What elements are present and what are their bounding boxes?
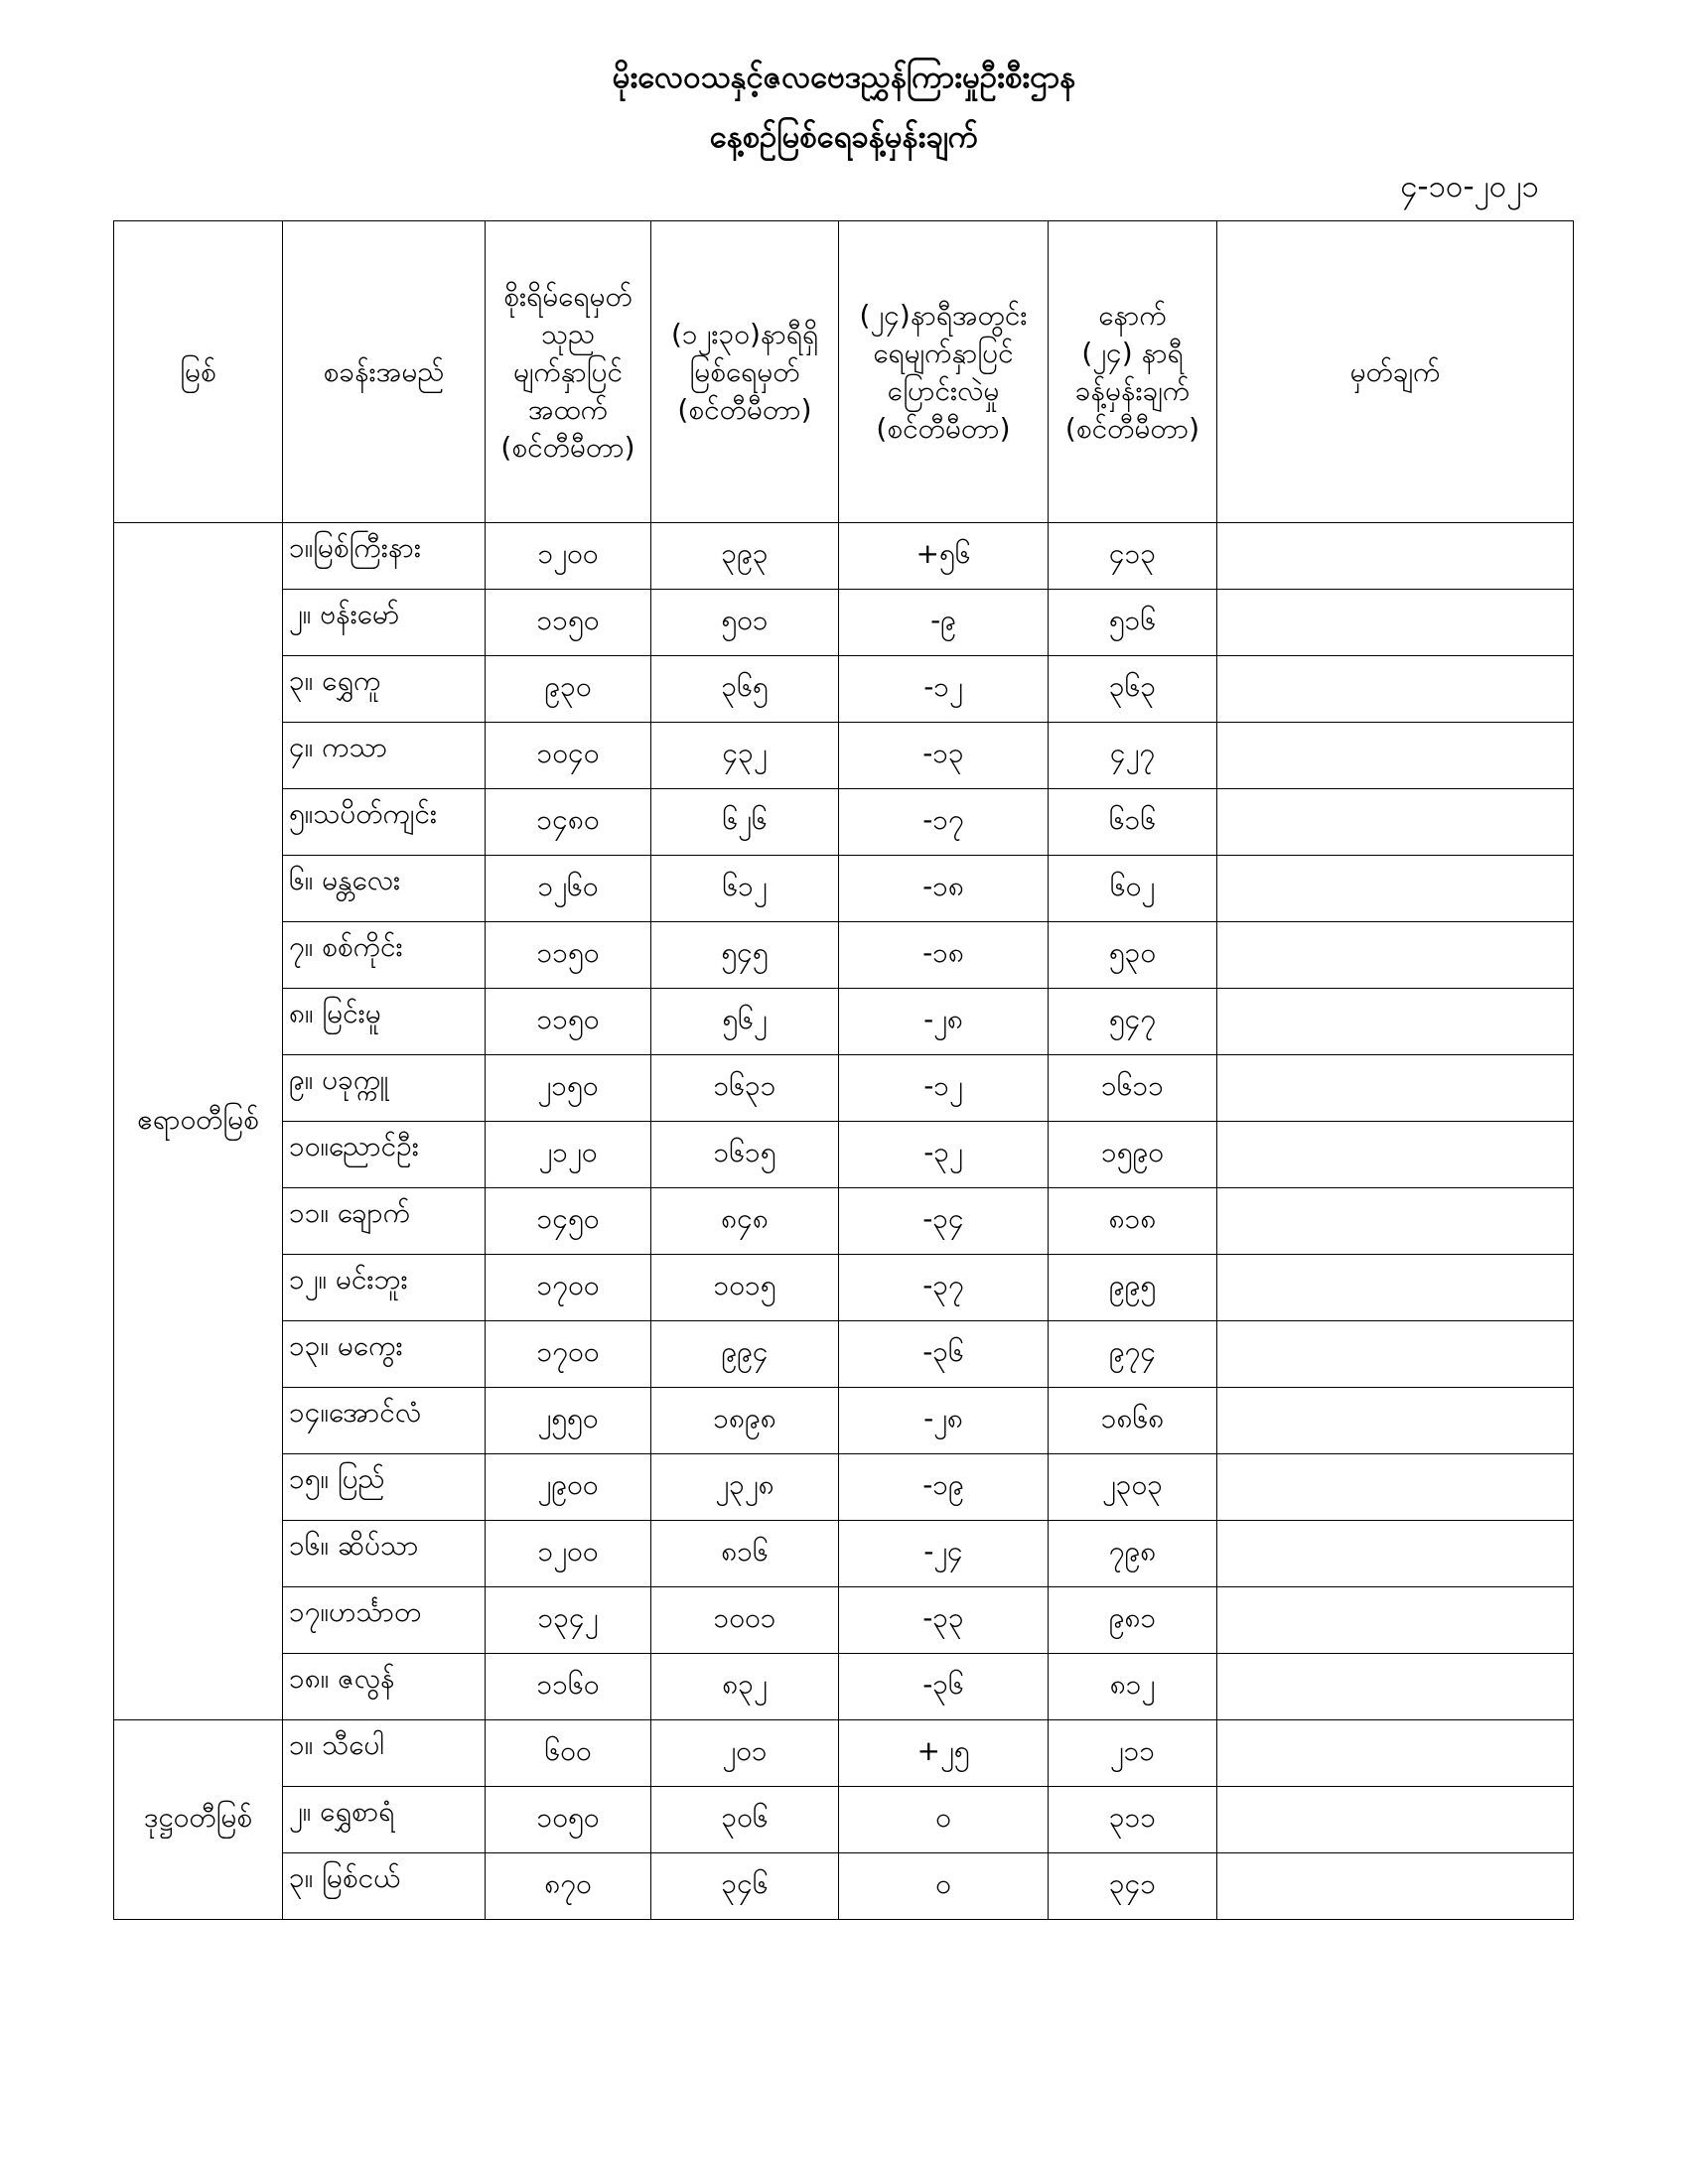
cell-forecast: ၅၃၀ [1049, 922, 1217, 989]
cell-change: -၂၄ [839, 1521, 1049, 1587]
department-title: မိုးလေဝသနှင့်ဇလဗေဒညွှန်ကြားမှုဦးစီးဌာန [612, 60, 1076, 95]
cell-danger: ၁၇၀၀ [486, 1255, 651, 1321]
cell-forecast: ၆၁၆ [1049, 789, 1217, 856]
cell-station: ၃။ ရွှေကူ [283, 656, 486, 723]
header-line: (စင်တီမီတာ) [876, 411, 1011, 445]
header-line: အထက် [527, 392, 609, 426]
col-header-danger-level [486, 221, 651, 523]
header-line: နောက် [1098, 298, 1167, 332]
cell-forecast: ၁၅၉၀ [1049, 1122, 1217, 1188]
cell-forecast: ၉၇၄ [1049, 1321, 1217, 1388]
cell-change: ၀ [839, 1787, 1049, 1853]
table-row [114, 1055, 1574, 1122]
cell-forecast: ၇၉၈ [1049, 1521, 1217, 1587]
cell-level: ၃၉၃ [651, 523, 839, 590]
cell-change: -၁၂ [839, 1055, 1049, 1122]
cell-remark [1217, 523, 1574, 590]
cell-change: +၂၅ [839, 1720, 1049, 1787]
cell-danger: ၁၄၅၀ [486, 1188, 651, 1255]
table-row [114, 590, 1574, 656]
table-row [114, 922, 1574, 989]
header-line: (၂၄)နာရီအတွင်း [859, 298, 1028, 332]
cell-danger: ၁၃၄၂ [486, 1587, 651, 1654]
table-row [114, 1720, 1574, 1787]
cell-change: -၃၇ [839, 1255, 1049, 1321]
table-row [114, 1454, 1574, 1521]
cell-level: ၅၄၅ [651, 922, 839, 989]
cell-danger: ၁၁၅၀ [486, 989, 651, 1055]
cell-change: -၉ [839, 590, 1049, 656]
cell-level: ၈၁၆ [651, 1521, 839, 1587]
col-header-forecast [1049, 221, 1217, 523]
cell-danger: ၈၇၀ [486, 1853, 651, 1920]
cell-change: -၃၆ [839, 1654, 1049, 1720]
cell-remark [1217, 1321, 1574, 1388]
cell-level: ၁၆၃၁ [651, 1055, 839, 1122]
col-header-remark [1217, 221, 1574, 523]
cell-station: ၁၅။ ပြည် [283, 1454, 486, 1521]
cell-level: ၈၃၂ [651, 1654, 839, 1720]
cell-remark [1217, 656, 1574, 723]
col-header-river [114, 221, 283, 523]
header-line: (၂၄) နာရီ [1081, 336, 1184, 369]
river-name: ဧရာဝတီမြစ် [114, 523, 283, 1720]
cell-level: ၃၄၆ [651, 1853, 839, 1920]
cell-level: ၁၈၉၈ [651, 1388, 839, 1454]
header-line: (စင်တီမီတာ) [677, 392, 812, 426]
cell-level: ၃၆၅ [651, 656, 839, 723]
cell-remark [1217, 1055, 1574, 1122]
cell-station: ၁၄။အောင်လံ [283, 1388, 486, 1454]
cell-forecast: ၉၉၅ [1049, 1255, 1217, 1321]
cell-change: -၃၄ [839, 1188, 1049, 1255]
header-line: (၁၂း၃၀)နာရီရှိ [670, 317, 819, 350]
table-row [114, 723, 1574, 789]
cell-level: ၉၉၄ [651, 1321, 839, 1388]
cell-level: ၅၀၁ [651, 590, 839, 656]
cell-change: -၁၈ [839, 856, 1049, 922]
cell-level: ၁၀၀၁ [651, 1587, 839, 1654]
cell-change: -၃၆ [839, 1321, 1049, 1388]
header-row [114, 221, 1574, 523]
cell-forecast: ၄၁၃ [1049, 523, 1217, 590]
cell-danger: ၂၉၀၀ [486, 1454, 651, 1521]
table-row [114, 1521, 1574, 1587]
cell-danger: ၁၂၆၀ [486, 856, 651, 922]
cell-forecast: ၆၀၂ [1049, 856, 1217, 922]
table-body [114, 523, 1574, 1920]
cell-station: ၁၁။ ချောက် [283, 1188, 486, 1255]
cell-level: ၈၄၈ [651, 1188, 839, 1255]
table-row [114, 1787, 1574, 1853]
cell-station: ၉။ ပခုက္ကူ [283, 1055, 486, 1122]
cell-station: ၁။ သီပေါ [283, 1720, 486, 1787]
cell-remark [1217, 590, 1574, 656]
report-date: ၄-၁၀-၂၀၂၁ [1399, 169, 1539, 205]
cell-danger: ၉၃၀ [486, 656, 651, 723]
cell-remark [1217, 989, 1574, 1055]
table-header [114, 221, 1574, 523]
cell-danger: ၁၀၄၀ [486, 723, 651, 789]
cell-forecast: ၅၁၆ [1049, 590, 1217, 656]
cell-remark [1217, 1122, 1574, 1188]
header-line: စိုးရိမ်ရေမှတ် [503, 279, 633, 313]
cell-level: ၆၁၂ [651, 856, 839, 922]
cell-change: +၅၆ [839, 523, 1049, 590]
cell-change: -၂၈ [839, 989, 1049, 1055]
cell-danger: ၁၁၅၀ [486, 922, 651, 989]
cell-danger: ၁၂၀၀ [486, 1521, 651, 1587]
cell-danger: ၆၀၀ [486, 1720, 651, 1787]
cell-remark [1217, 1654, 1574, 1720]
table-row [114, 1853, 1574, 1920]
cell-forecast: ၃၆၃ [1049, 656, 1217, 723]
report-title: နေ့စဉ်မြစ်ရေခန့်မှန်းချက် [709, 119, 979, 155]
cell-danger: ၁၂၀၀ [486, 523, 651, 590]
cell-change: -၃၃ [839, 1587, 1049, 1654]
cell-remark [1217, 723, 1574, 789]
cell-station: ၁၂။ မင်းဘူး [283, 1255, 486, 1321]
cell-forecast: ၁၈၆၈ [1049, 1388, 1217, 1454]
cell-remark [1217, 922, 1574, 989]
header-line: မှတ်ချက် [1349, 354, 1441, 388]
table-row [114, 1188, 1574, 1255]
cell-change: -၁၈ [839, 922, 1049, 989]
header-line: ခန့်မှန်းချက် [1074, 373, 1191, 407]
cell-station: ၆။ မန္တလေး [283, 856, 486, 922]
table-row [114, 1321, 1574, 1388]
header-line: (စင်တီမီတာ) [1064, 411, 1200, 445]
cell-level: ၁၀၁၅ [651, 1255, 839, 1321]
cell-level: ၄၃၂ [651, 723, 839, 789]
header-line: မြစ် [180, 354, 216, 388]
cell-danger: ၁၄၈၀ [486, 789, 651, 856]
cell-danger: ၁၀၅၀ [486, 1787, 651, 1853]
cell-station: ၇။ စစ်ကိုင်း [283, 922, 486, 989]
cell-level: ၅၆၂ [651, 989, 839, 1055]
col-header-current-level [651, 221, 839, 523]
cell-forecast: ၃၁၁ [1049, 1787, 1217, 1853]
cell-station: ၁၇။ဟင်္သာတ [283, 1587, 486, 1654]
cell-forecast: ၄၂၇ [1049, 723, 1217, 789]
cell-danger: ၂၁၂၀ [486, 1122, 651, 1188]
cell-station: ၁၆။ ဆိပ်သာ [283, 1521, 486, 1587]
cell-remark [1217, 1787, 1574, 1853]
cell-forecast: ၅၄၇ [1049, 989, 1217, 1055]
cell-remark [1217, 1853, 1574, 1920]
cell-station: ၂။ ရွှေစာရံ [283, 1787, 486, 1853]
cell-remark [1217, 1720, 1574, 1787]
table-row [114, 1654, 1574, 1720]
cell-level: ၂၀၁ [651, 1720, 839, 1787]
header-line: (စင်တီမီတာ) [500, 430, 635, 464]
cell-level: ၆၂၆ [651, 789, 839, 856]
cell-forecast: ၈၁၈ [1049, 1188, 1217, 1255]
cell-change: -၂၈ [839, 1388, 1049, 1454]
cell-change: -၁၇ [839, 789, 1049, 856]
table-row [114, 789, 1574, 856]
cell-change: -၁၂ [839, 656, 1049, 723]
header-line: မြစ်ရေမှတ် [689, 354, 800, 388]
cell-station: ၄။ ကသာ [283, 723, 486, 789]
table-row [114, 1388, 1574, 1454]
col-header-change [839, 221, 1049, 523]
cell-change: -၁၉ [839, 1454, 1049, 1521]
cell-danger: ၂၅၅၀ [486, 1388, 651, 1454]
cell-forecast: ၃၄၁ [1049, 1853, 1217, 1920]
cell-forecast: ၁၆၁၁ [1049, 1055, 1217, 1122]
cell-danger: ၁၇၀၀ [486, 1321, 651, 1388]
table-row [114, 1255, 1574, 1321]
cell-station: ၂။ ဗန်းမော် [283, 590, 486, 656]
header-line: စခန်းအမည် [323, 354, 445, 388]
cell-change: ၀ [839, 1853, 1049, 1920]
cell-change: -၃၂ [839, 1122, 1049, 1188]
col-header-station [283, 221, 486, 523]
cell-forecast: ၂၃၀၃ [1049, 1454, 1217, 1521]
table-row [114, 856, 1574, 922]
table-row [114, 1587, 1574, 1654]
cell-level: ၂၃၂၈ [651, 1454, 839, 1521]
cell-remark [1217, 789, 1574, 856]
river-forecast-table [113, 220, 1574, 1920]
cell-danger: ၁၁၆၀ [486, 1654, 651, 1720]
cell-remark [1217, 1454, 1574, 1521]
cell-remark [1217, 1388, 1574, 1454]
cell-level: ၃၀၆ [651, 1787, 839, 1853]
cell-station: ၅။သပိတ်ကျင်း [283, 789, 486, 856]
header-line: ရေမျက်နှာပြင် [873, 336, 1014, 369]
header-line: ပြောင်းလဲမှု [887, 373, 1000, 407]
cell-station: ၁။မြစ်ကြီးနား [283, 523, 486, 590]
cell-danger: ၁၁၅၀ [486, 590, 651, 656]
cell-change: -၁၃ [839, 723, 1049, 789]
cell-station: ၁၀။ညောင်ဦး [283, 1122, 486, 1188]
cell-forecast: ၂၁၁ [1049, 1720, 1217, 1787]
table-row [114, 656, 1574, 723]
cell-level: ၁၆၁၅ [651, 1122, 839, 1188]
table-row [114, 989, 1574, 1055]
cell-danger: ၂၁၅၀ [486, 1055, 651, 1122]
river-name: ဒုဋ္ဌဝတီမြစ် [114, 1720, 283, 1920]
cell-station: ၈။ မြင်းမူ [283, 989, 486, 1055]
header-line: သုည [540, 317, 596, 350]
cell-remark [1217, 1255, 1574, 1321]
cell-remark [1217, 1521, 1574, 1587]
cell-forecast: ၈၁၂ [1049, 1654, 1217, 1720]
table-row [114, 1122, 1574, 1188]
cell-remark [1217, 856, 1574, 922]
cell-remark [1217, 1587, 1574, 1654]
cell-station: ၁၃။ မကွေး [283, 1321, 486, 1388]
cell-station: ၃။ မြစ်ငယ် [283, 1853, 486, 1920]
cell-remark [1217, 1188, 1574, 1255]
header-line: မျက်နှာပြင် [512, 354, 623, 388]
table-row [114, 523, 1574, 590]
cell-forecast: ၉၈၁ [1049, 1587, 1217, 1654]
cell-station: ၁၈။ ဇလွန် [283, 1654, 486, 1720]
